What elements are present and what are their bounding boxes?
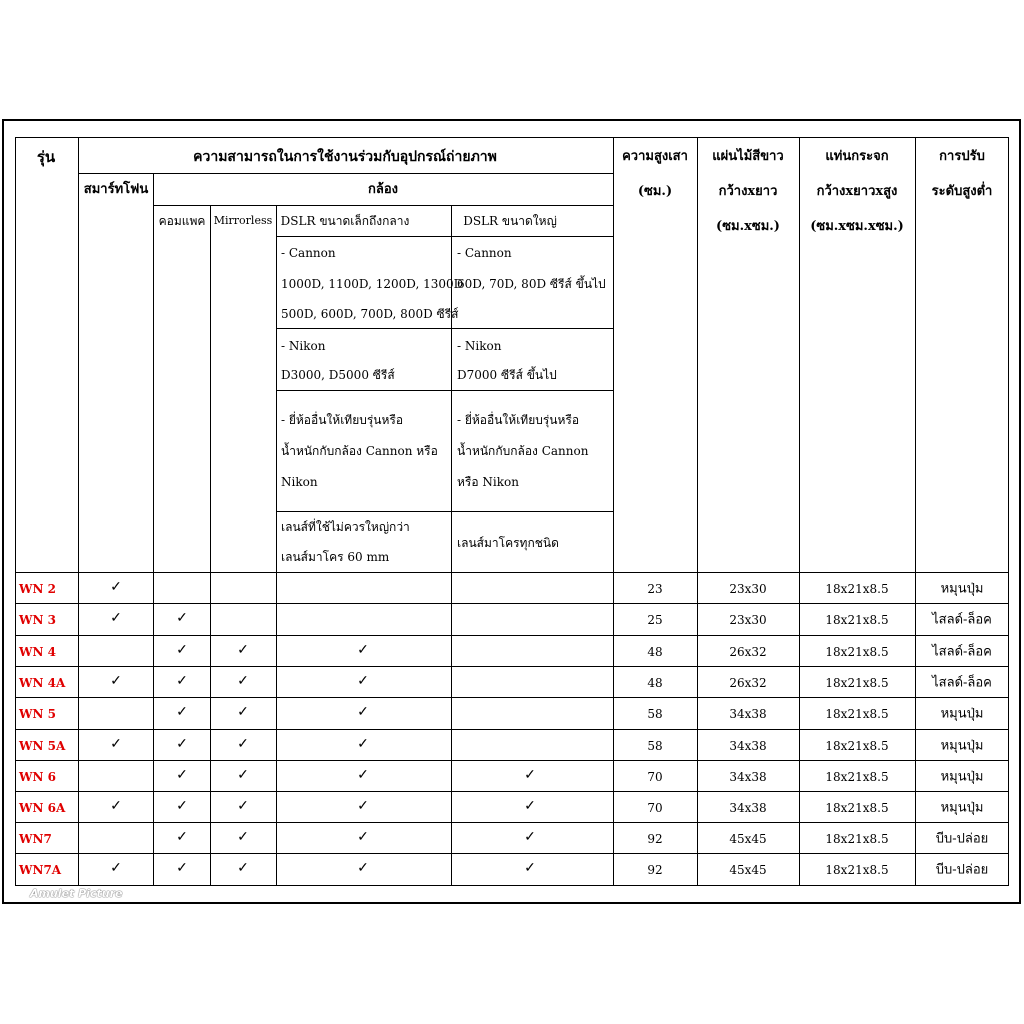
detail-small-cannon-1: - Cannon — [281, 246, 336, 260]
check-mirrorless: ✓ — [237, 797, 249, 814]
row-pole-height: 48 — [647, 675, 663, 690]
detail-large-cannon-2: 60D, 70D, 80D ซีรีส์ ขึ้นไป — [457, 277, 606, 291]
check-mirrorless: ✓ — [237, 766, 249, 783]
row-model: WN 4 — [19, 644, 56, 659]
header-adjust-1: การปรับ — [939, 149, 985, 164]
check-phone: ✓ — [110, 609, 122, 626]
check-dslr-small: ✓ — [357, 828, 369, 845]
row-model: WN7 — [19, 831, 52, 846]
check-compact: ✓ — [176, 859, 188, 876]
header-pole-height-1: ความสูงเสา — [622, 149, 688, 164]
check-mirrorless: ✓ — [237, 735, 249, 752]
check-dslr-small: ✓ — [357, 766, 369, 783]
check-mirrorless: ✓ — [237, 828, 249, 845]
row-pole-height: 92 — [647, 831, 663, 846]
detail-large-other-1: - ยี่ห้ออื่นให้เทียบรุ่นหรือ — [457, 413, 580, 427]
detail-small-other-1: - ยี่ห้ออื่นให้เทียบรุ่นหรือ — [281, 413, 404, 427]
header-model: รุ่น — [36, 148, 56, 166]
header-dslr-small: DSLR ขนาดเล็กถึงกลาง — [280, 214, 410, 228]
detail-large-nikon-2: D7000 ซีรีส์ ขึ้นไป — [457, 368, 557, 382]
detail-large-nikon-1: - Nikon — [457, 339, 502, 353]
header-compat: ความสามารถในการใช้งานร่วมกับอุปกรณ์ถ่ายภาพ — [193, 149, 497, 165]
header-board-3: (ซม.xซม.) — [716, 219, 780, 234]
row-board-size: 26x32 — [729, 644, 767, 659]
check-dslr-small: ✓ — [357, 703, 369, 720]
row-model: WN7A — [19, 862, 62, 877]
row-glass-size: 18x21x8.5 — [825, 581, 889, 596]
row-pole-height: 92 — [647, 862, 663, 877]
row-board-size: 34x38 — [729, 738, 767, 753]
row-glass-size: 18x21x8.5 — [825, 706, 889, 721]
row-pole-height: 23 — [647, 581, 663, 596]
check-compact: ✓ — [176, 797, 188, 814]
check-phone: ✓ — [110, 672, 122, 689]
detail-small-cannon-3: 500D, 600D, 700D, 800D ซีรีส์ — [281, 307, 459, 321]
header-board-2: กว้างxยาว — [718, 184, 778, 199]
check-compact: ✓ — [176, 766, 188, 783]
detail-large-cannon-1: - Cannon — [457, 246, 512, 260]
row-model: WN 6 — [19, 769, 56, 784]
row-board-size: 34x38 — [729, 800, 767, 815]
check-dslr-large: ✓ — [524, 797, 536, 814]
detail-small-nikon-2: D3000, D5000 ซีรีส์ — [281, 368, 395, 382]
check-phone: ✓ — [110, 578, 122, 595]
row-pole-height: 58 — [647, 738, 663, 753]
header-camera: กล้อง — [368, 182, 398, 197]
row-adjust: หมุนปุ่ม — [940, 581, 984, 596]
row-adjust: ไสลด์-ล็อค — [932, 644, 992, 659]
header-compact: คอมแพค — [158, 214, 206, 228]
row-pole-height: 70 — [647, 769, 663, 784]
row-board-size: 34x38 — [729, 769, 767, 784]
check-dslr-large: ✓ — [524, 828, 536, 845]
detail-small-nikon-1: - Nikon — [281, 339, 326, 353]
detail-large-lens-1: เลนส์มาโครทุกชนิด — [457, 536, 559, 550]
check-dslr-small: ✓ — [357, 859, 369, 876]
row-model: WN 2 — [19, 581, 56, 596]
row-glass-size: 18x21x8.5 — [825, 612, 889, 627]
row-model: WN 6A — [19, 800, 66, 815]
row-adjust: หมุนปุ่ม — [940, 706, 984, 721]
header-board-1: แผ่นไม้สีขาว — [712, 149, 784, 164]
row-adjust: หมุนปุ่ม — [940, 800, 984, 815]
check-mirrorless: ✓ — [237, 859, 249, 876]
row-glass-size: 18x21x8.5 — [825, 769, 889, 784]
row-adjust: บีบ-ปล่อย — [935, 862, 989, 877]
row-glass-size: 18x21x8.5 — [825, 675, 889, 690]
row-pole-height: 58 — [647, 706, 663, 721]
check-dslr-small: ✓ — [357, 672, 369, 689]
row-glass-size: 18x21x8.5 — [825, 644, 889, 659]
check-dslr-small: ✓ — [357, 797, 369, 814]
check-compact: ✓ — [176, 672, 188, 689]
row-board-size: 34x38 — [729, 706, 767, 721]
row-board-size: 26x32 — [729, 675, 767, 690]
check-compact: ✓ — [176, 828, 188, 845]
check-dslr-large: ✓ — [524, 859, 536, 876]
row-board-size: 45x45 — [729, 862, 767, 877]
header-dslr-large: DSLR ขนาดใหญ่ — [463, 214, 557, 228]
check-phone: ✓ — [110, 797, 122, 814]
check-dslr-small: ✓ — [357, 735, 369, 752]
check-phone: ✓ — [110, 735, 122, 752]
row-adjust: บีบ-ปล่อย — [935, 831, 989, 846]
detail-small-other-3: Nikon — [281, 475, 318, 489]
detail-small-cannon-2: 1000D, 1100D, 1200D, 1300D — [281, 277, 464, 291]
row-board-size: 45x45 — [729, 831, 767, 846]
check-compact: ✓ — [176, 703, 188, 720]
check-compact: ✓ — [176, 735, 188, 752]
detail-small-lens-2: เลนส์มาโคร 60 mm — [281, 550, 390, 564]
check-compact: ✓ — [176, 641, 188, 658]
check-mirrorless: ✓ — [237, 641, 249, 658]
row-pole-height: 70 — [647, 800, 663, 815]
detail-small-lens-1: เลนส์ที่ใช้ไม่ควรใหญ่กว่า — [281, 520, 410, 534]
detail-large-other-2: น้ำหนักกับกล้อง Cannon — [457, 444, 589, 458]
header-adjust-2: ระดับสูงต่ำ — [931, 184, 993, 199]
check-phone: ✓ — [110, 859, 122, 876]
row-glass-size: 18x21x8.5 — [825, 800, 889, 815]
header-glass-1: แท่นกระจก — [825, 149, 889, 164]
check-mirrorless: ✓ — [237, 703, 249, 720]
row-adjust: ไสลด์-ล็อค — [932, 675, 992, 690]
watermark: Amulet Picture — [30, 887, 123, 900]
row-model: WN 4A — [19, 675, 66, 690]
row-glass-size: 18x21x8.5 — [825, 862, 889, 877]
header-glass-3: (ซม.xซม.xซม.) — [810, 219, 904, 234]
check-dslr-small: ✓ — [357, 641, 369, 658]
row-adjust: หมุนปุ่ม — [940, 769, 984, 784]
header-glass-2: กว้างxยาวxสูง — [816, 184, 898, 199]
row-adjust: ไสลด์-ล็อค — [932, 612, 992, 627]
row-model: WN 3 — [19, 612, 56, 627]
detail-large-other-3: หรือ Nikon — [457, 475, 519, 489]
row-glass-size: 18x21x8.5 — [825, 738, 889, 753]
row-glass-size: 18x21x8.5 — [825, 831, 889, 846]
row-model: WN 5 — [19, 706, 56, 721]
header-smartphone: สมาร์ทโฟน — [83, 182, 149, 197]
check-mirrorless: ✓ — [237, 672, 249, 689]
row-board-size: 23x30 — [729, 612, 767, 627]
header-pole-height-2: (ซม.) — [637, 184, 673, 199]
row-model: WN 5A — [19, 738, 66, 753]
check-dslr-large: ✓ — [524, 766, 536, 783]
detail-small-other-2: น้ำหนักกับกล้อง Cannon หรือ — [281, 444, 438, 458]
row-pole-height: 48 — [647, 644, 663, 659]
row-board-size: 23x30 — [729, 581, 767, 596]
check-compact: ✓ — [176, 609, 188, 626]
row-pole-height: 25 — [647, 612, 663, 627]
header-mirrorless: Mirrorless — [213, 214, 273, 227]
row-adjust: หมุนปุ่ม — [940, 738, 984, 753]
